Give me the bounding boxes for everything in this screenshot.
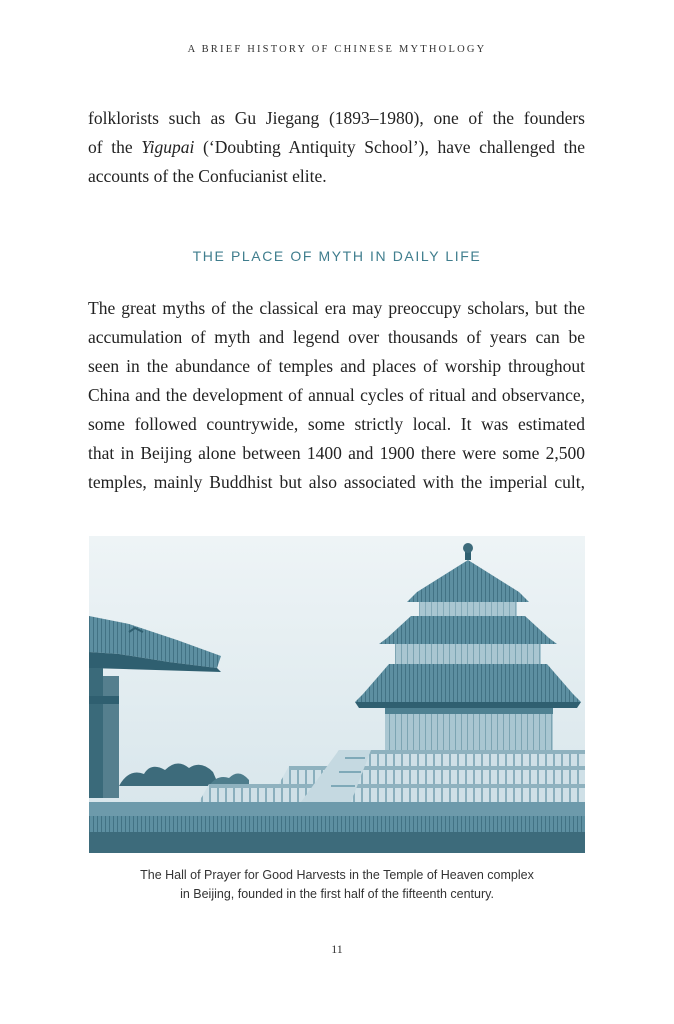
body-paragraph-1 bbox=[88, 104, 585, 191]
line-text: (‘Doubting Antiquity School’), have challenged the bbox=[194, 137, 585, 157]
italic-term: Yigupai bbox=[141, 137, 195, 157]
figure-caption bbox=[0, 866, 674, 904]
paragraph-line: seen in the abundance of temples and places of worship throughout bbox=[88, 356, 585, 376]
page-number: 11 bbox=[331, 942, 343, 956]
temple-photograph bbox=[89, 536, 585, 853]
foreground-wall bbox=[89, 802, 585, 853]
paragraph-line: China and the development of annual cycles of ritual and observance, bbox=[88, 385, 585, 405]
paragraph-line bbox=[88, 133, 585, 162]
paragraph-line: folklorists such as Gu Jiegang (1893–1980), one of the founders bbox=[88, 108, 585, 128]
paragraph-line: The great myths of the classical era may preoccupy scholars, but the bbox=[88, 298, 585, 318]
paragraph-line: that in Beijing alone between 1400 and 1900 there were some 2,500 bbox=[88, 443, 585, 463]
section-heading: THE PLACE OF MYTH IN DAILY LIFE bbox=[192, 248, 482, 264]
paragraph-line: accounts of the Confucianist elite. bbox=[88, 166, 327, 186]
paragraph-line: accumulation of myth and legend over thousands of years can be bbox=[88, 327, 585, 347]
caption-line: in Beijing, founded in the first half of the fifteenth century. bbox=[180, 887, 494, 901]
caption-line: The Hall of Prayer for Good Harvests in the Temple of Heaven complex bbox=[140, 868, 534, 882]
body-paragraph-2 bbox=[88, 294, 585, 497]
paragraph-line: some followed countrywide, some strictly local. It was estimated bbox=[88, 414, 585, 434]
temple-illustration bbox=[89, 536, 585, 853]
running-head: A BRIEF HISTORY OF CHINESE MYTHOLOGY bbox=[187, 44, 487, 55]
line-text: of the bbox=[88, 137, 142, 157]
paragraph-line: temples, mainly Buddhist but also associated with the imperial cult, bbox=[88, 472, 585, 492]
